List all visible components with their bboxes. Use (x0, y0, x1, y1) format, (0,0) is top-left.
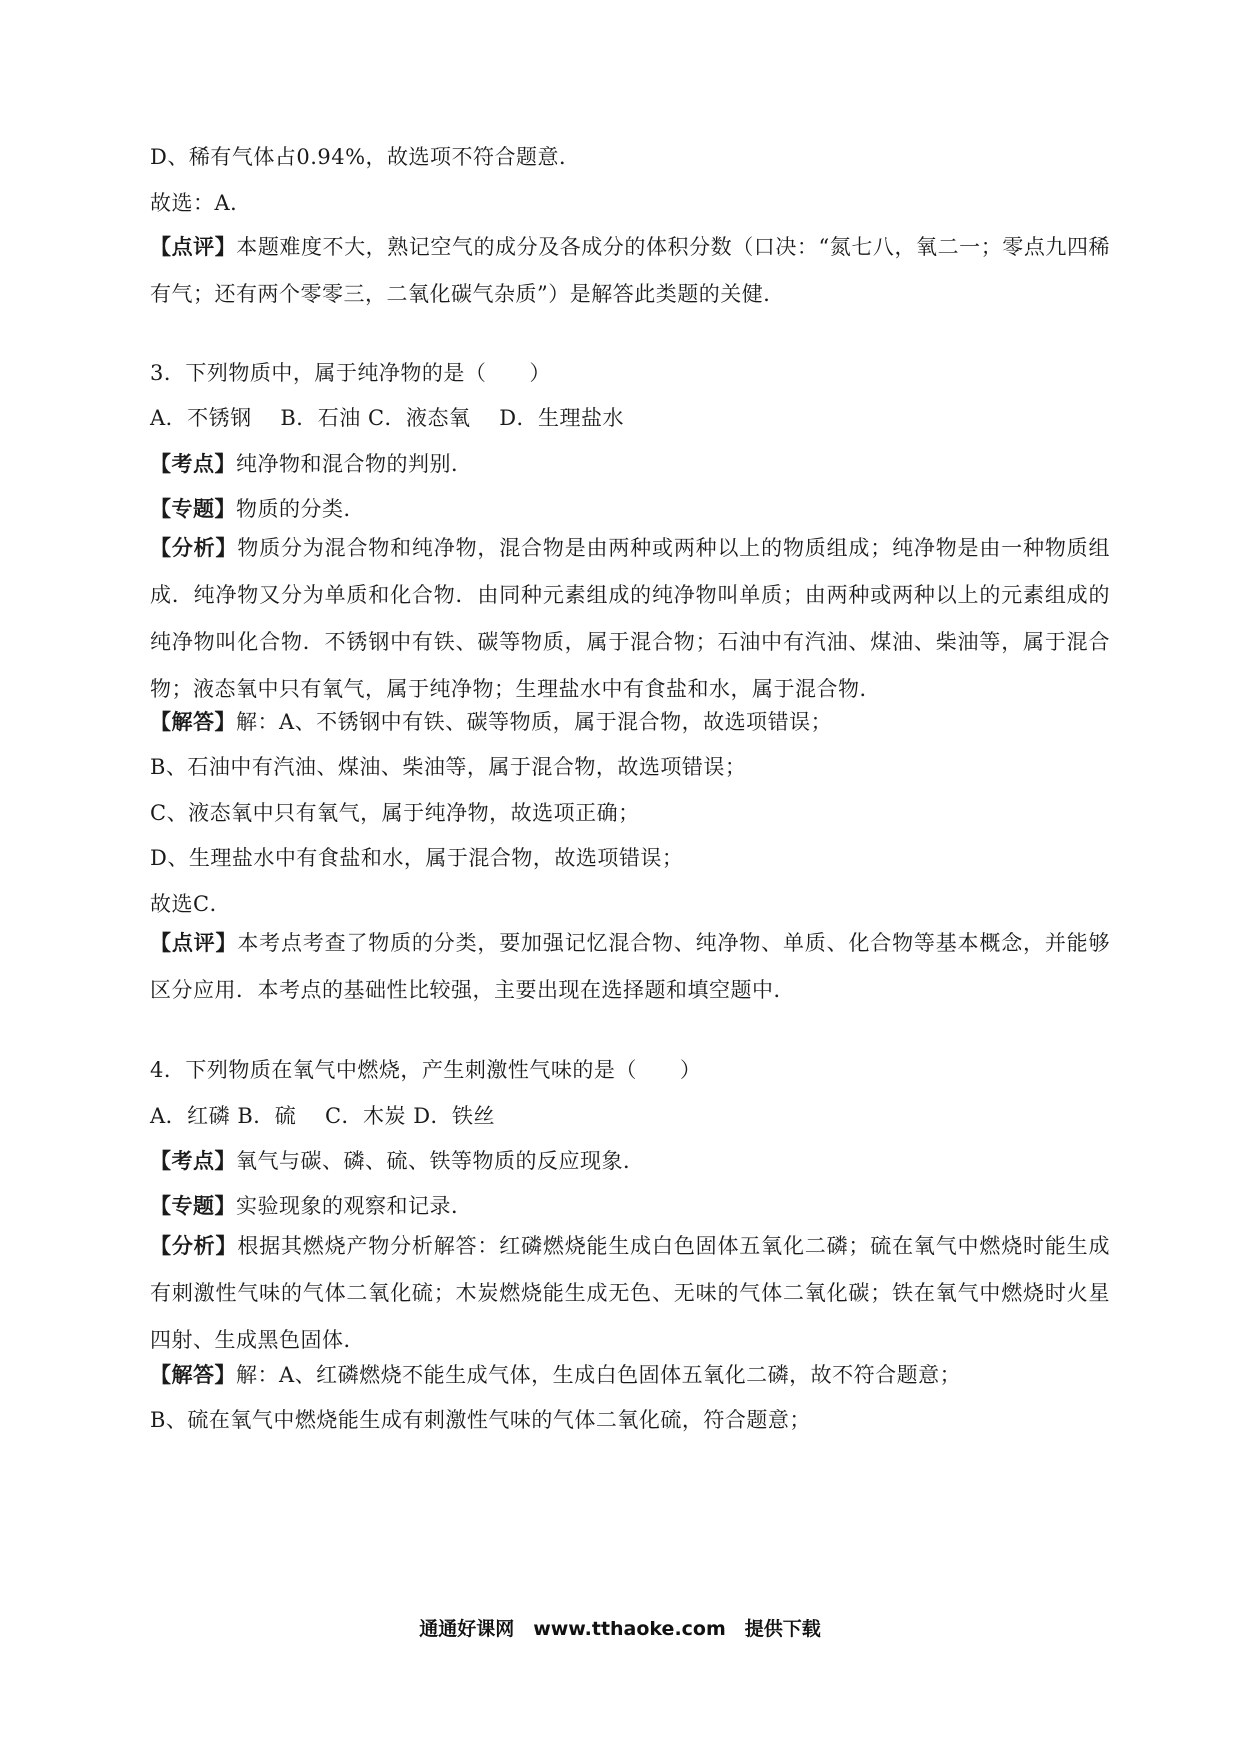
jieda-text: 解：A、红磷燃烧不能生成气体，生成白色固体五氧化二磷，故不符合题意； (236, 1363, 962, 1387)
q4-options: A．红磷 B．硫 C．木炭 D．铁丝 (150, 1104, 496, 1128)
kaodian-tag: 【考点】 (150, 451, 236, 476)
fenxi-text: 物质分为混合物和纯净物，混合物是由两种或两种以上的物质组成；纯净物是由一种物质组成．纯净物又分为单质和化合物．由同种元素组成的纯净物叫单质；由两种或两种以上的元素组成的纯净物叫化合物．不锈钢中有铁、碳等物质，属于混合物；石油中有汽油、煤油、柴油等，属于混合物；液态氧中只有氧气，属于纯净物；生理盐水中有食盐和水，属于混合物． (150, 536, 1111, 701)
q4-jieda (150, 1360, 1110, 1390)
q4-fenxi (150, 1222, 1110, 1364)
kaodian-text: 氧气与碳、磷、硫、铁等物质的反应现象． (236, 1149, 645, 1173)
q3-comment (150, 919, 1110, 1014)
q3-stem: 3．下列物质中，属于纯净物的是（ ） (150, 361, 551, 385)
page-footer: 通通好课网 www.tthaoke.com 提供下载 (419, 1618, 821, 1640)
q4-kaodian (150, 1146, 1110, 1176)
q3-line-c: C、液态氧中只有氧气，属于纯净物，故选项正确； (150, 801, 640, 825)
q3-fenxi (150, 524, 1110, 713)
q2-option-d-explanation: D、稀有气体占0.94%，故选项不符合题意． (150, 145, 581, 169)
comment-tag: 【点评】 (150, 234, 237, 259)
fenxi-tag: 【分析】 (150, 535, 238, 560)
zhuanti-tag: 【专题】 (150, 1193, 236, 1218)
q2-comment (150, 223, 1110, 318)
q4-line-b: B、硫在氧气中燃烧能生成有刺激性气味的气体二氧化硫，符合题意； (150, 1408, 811, 1432)
jieda-text: 解：A、不锈钢中有铁、碳等物质，属于混合物，故选项错误； (236, 710, 833, 734)
q3-kaodian (150, 449, 1110, 479)
zhuanti-text: 实验现象的观察和记录． (236, 1194, 473, 1218)
q3-answer: 故选C． (150, 892, 232, 916)
kaodian-tag: 【考点】 (150, 1148, 236, 1173)
jieda-tag: 【解答】 (150, 1362, 236, 1387)
comment-text: 本考点考查了物质的分类，要加强记忆混合物、纯净物、单质、化合物等基本概念，并能够区分应用．本考点的基础性比较强，主要出现在选择题和填空题中． (150, 931, 1111, 1002)
q3-line-b: B、石油中有汽油、煤油、柴油等，属于混合物，故选项错误； (150, 755, 747, 779)
zhuanti-text: 物质的分类． (236, 497, 365, 521)
q3-options: A．不锈钢 B．石油 C．液态氧 D．生理盐水 (150, 406, 625, 430)
jieda-tag: 【解答】 (150, 709, 236, 734)
fenxi-text: 根据其燃烧产物分析解答：红磷燃烧能生成白色固体五氧化二磷；硫在氧气中燃烧时能生成有刺激性气味的气体二氧化硫；木炭燃烧能生成无色、无味的气体二氧化碳；铁在氧气中燃烧时火星四射、生成黑色固体． (150, 1234, 1111, 1352)
kaodian-text: 纯净物和混合物的判别． (236, 452, 473, 476)
q3-line-d: D、生理盐水中有食盐和水，属于混合物，故选项错误； (150, 846, 684, 870)
q2-answer: 故选：A． (150, 191, 252, 215)
comment-text: 本题难度不大，熟记空气的成分及各成分的体积分数（口决：“氮七八，氧二一；零点九四稀有气；还有两个零零三，二氧化碳气杂质”）是解答此类题的关健． (150, 235, 1111, 306)
fenxi-tag: 【分析】 (150, 1233, 238, 1258)
q4-zhuanti (150, 1191, 1110, 1221)
q3-zhuanti (150, 494, 1110, 524)
zhuanti-tag: 【专题】 (150, 496, 236, 521)
comment-tag: 【点评】 (150, 930, 238, 955)
q3-jieda (150, 707, 1110, 737)
q4-stem: 4．下列物质在氧气中燃烧，产生刺激性气味的是（ ） (150, 1058, 702, 1082)
